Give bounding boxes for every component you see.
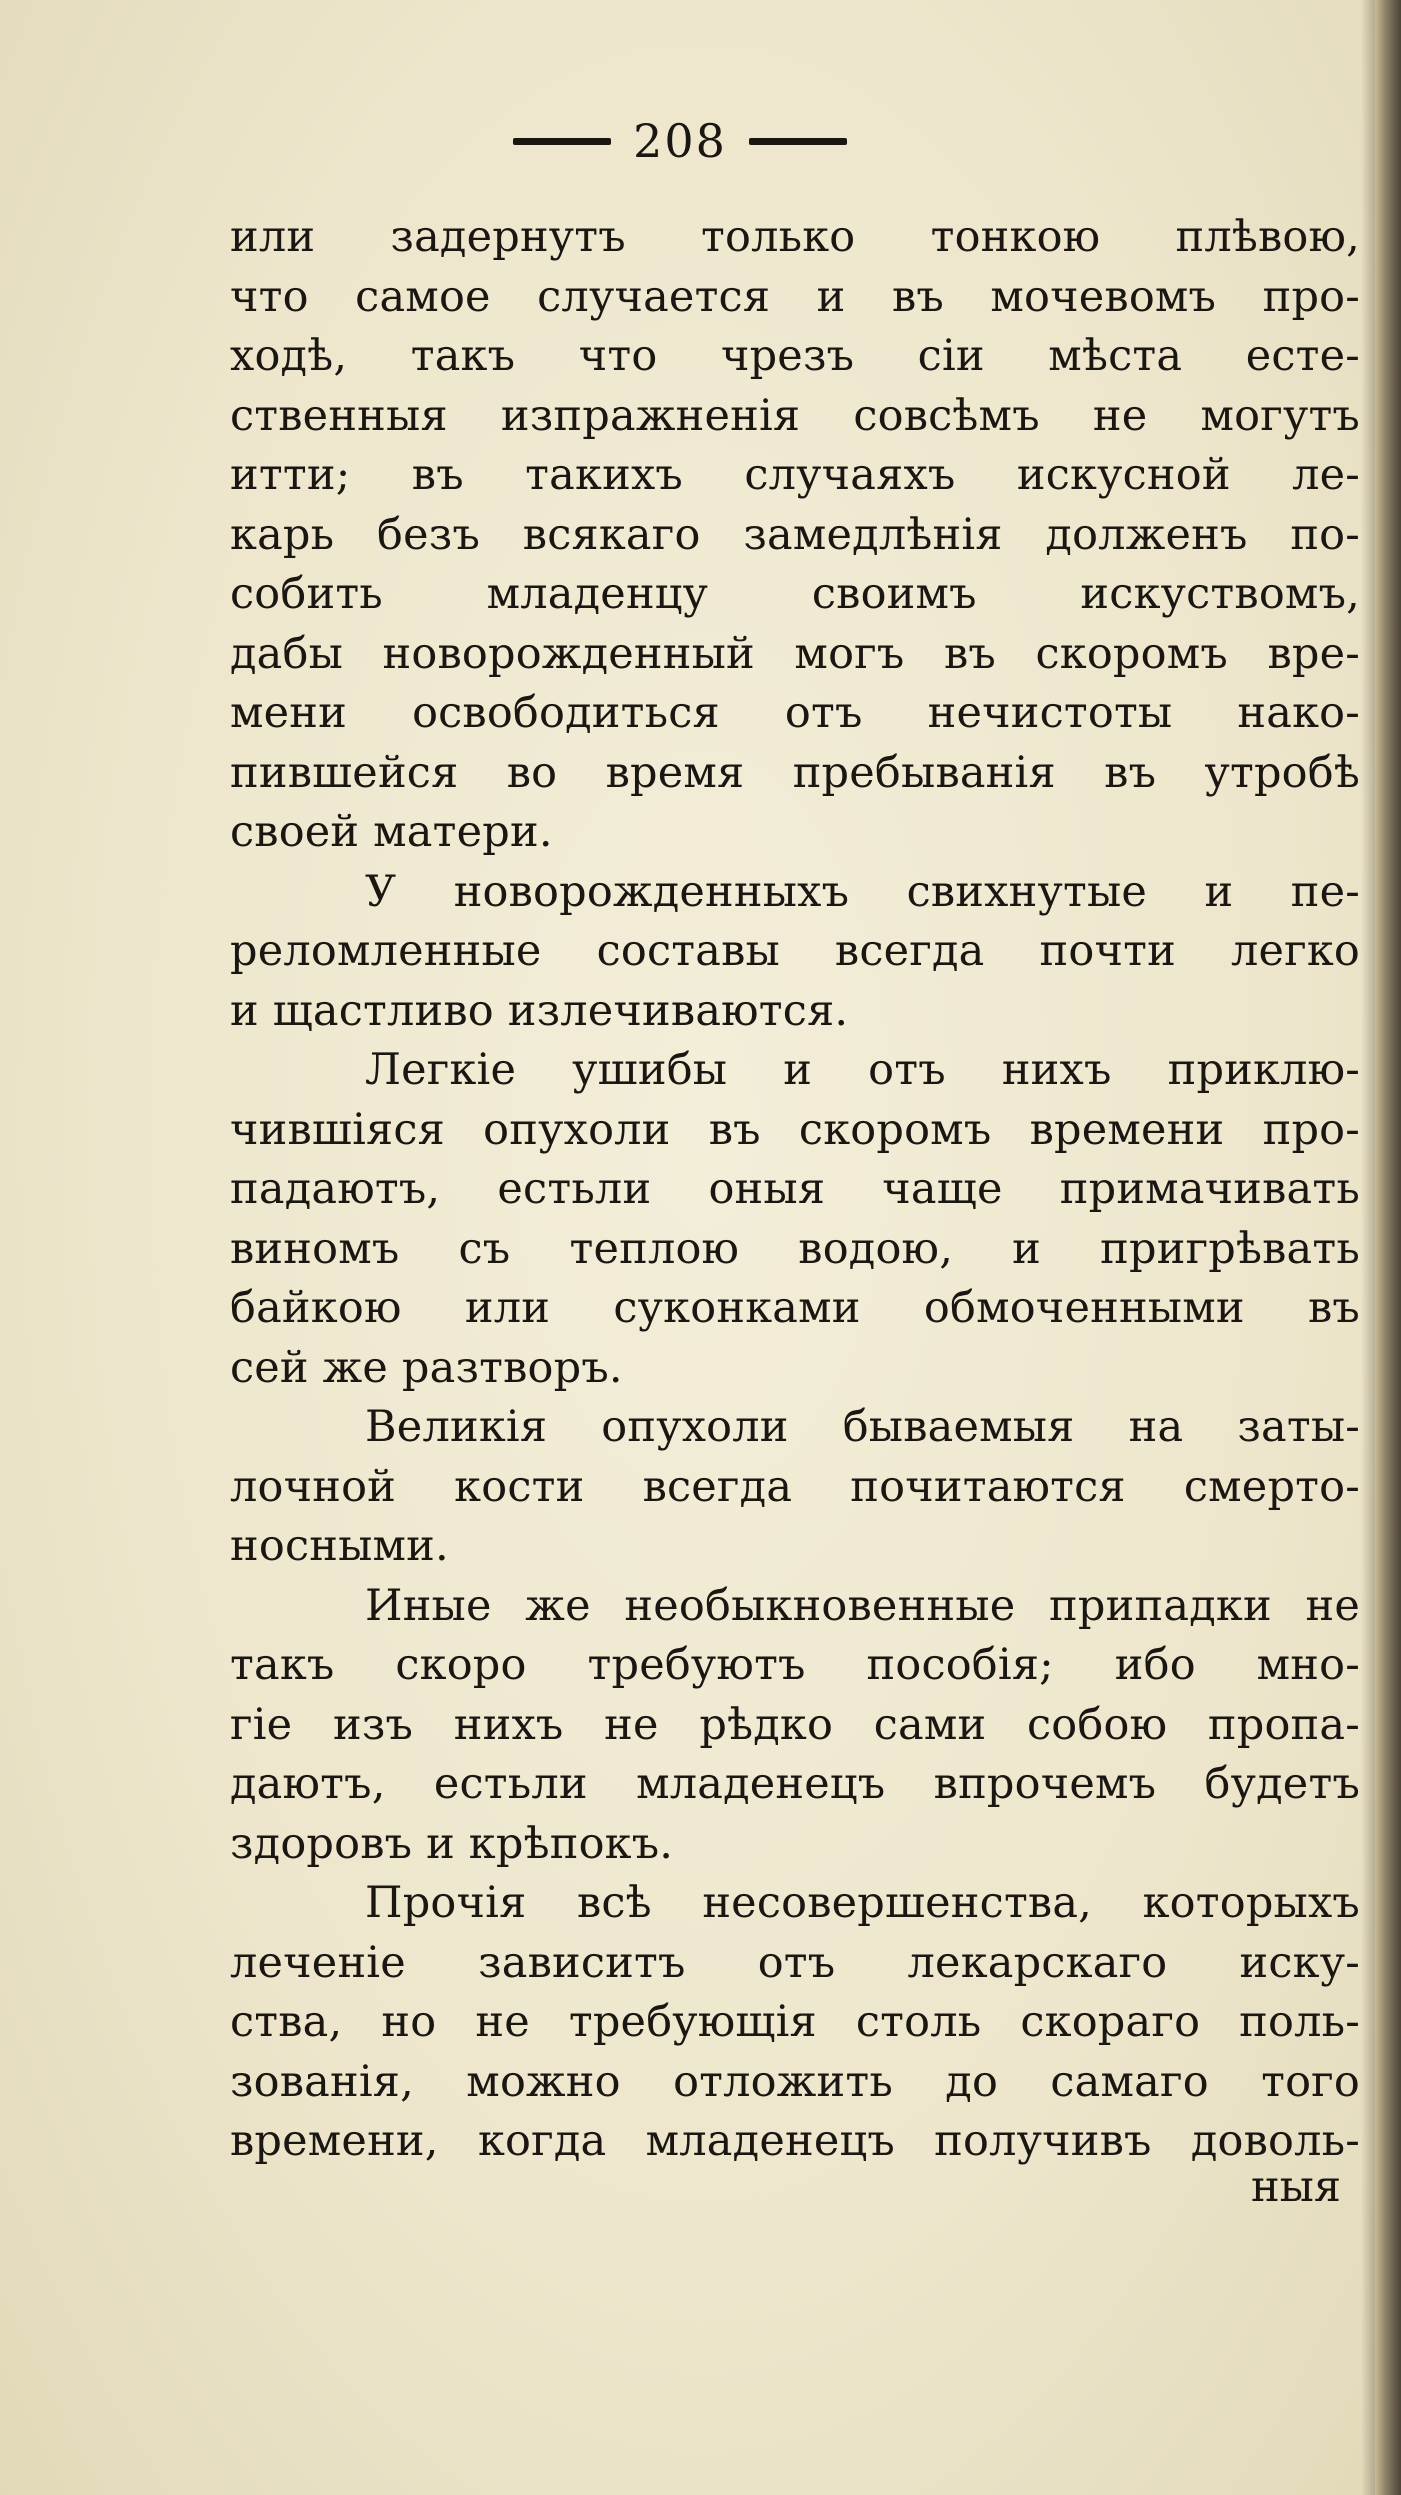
paragraph-first-line: Легкіе ушибы и отъ нихъ приклю- <box>365 1045 1360 1095</box>
text-line: ства, но не требующія столь скораго поль- <box>230 1997 1360 2047</box>
text-line: или задернутъ только тонкою плѣвою, <box>230 212 1360 262</box>
page-edge <box>1375 0 1401 2495</box>
text-line: пившейся во время пребыванія въ утробѣ <box>230 747 1360 798</box>
text-line: что самое случается и въ мочевомъ про- <box>230 271 1360 322</box>
paragraph-first-line: У новорожденныхъ свихнутые и пе- <box>365 866 1360 917</box>
page-edge-shadow <box>1361 0 1375 2495</box>
text-line: падаютъ, естьли оныя чаще примачивать <box>230 1164 1360 1214</box>
text-line: байкою или суконками обмоченными въ <box>230 1283 1360 1333</box>
paragraph-end-line: здоровъ и крѣпокъ. <box>230 1818 674 1869</box>
text-line: лочной кости всегда почитаются смерто- <box>230 1461 1360 1512</box>
text-line: карь безъ всякаго замедлѣнія долженъ по- <box>230 509 1360 560</box>
paragraph-end-line: своей матери. <box>230 807 553 857</box>
header-dash-left <box>513 138 611 145</box>
text-line: гіе изъ нихъ не рѣдко сами собою пропа- <box>230 1699 1360 1750</box>
text-line: такъ скоро требуютъ пособія; ибо мно- <box>230 1640 1360 1690</box>
paragraph-first-line: Иные же необыкновенные припадки не <box>365 1580 1360 1631</box>
text-line: собить младенцу своимъ искуствомъ, <box>230 569 1360 619</box>
text-line: чившіяся опухоли въ скоромъ времени про- <box>230 1104 1360 1155</box>
text-line: ходѣ, такъ что чрезъ сіи мѣста есте- <box>230 331 1360 381</box>
text-line: зованія, можно отложить до самаго того <box>230 2056 1360 2107</box>
paragraph-end-line: носными. <box>230 1521 449 1571</box>
text-line: дабы новорожденный могъ въ скоромъ вре- <box>230 628 1360 679</box>
text-line: леченіе зависитъ отъ лекарскаго иску- <box>230 1937 1360 1988</box>
header-dash-right <box>749 138 847 145</box>
catchword: ныя <box>1250 2162 1341 2212</box>
paragraph-first-line: Прочія всѣ несовершенства, которыхъ <box>365 1878 1360 1928</box>
text-line: итти; въ такихъ случаяхъ искусной ле- <box>230 450 1360 500</box>
text-line: времени, когда младенецъ получивъ доволь- <box>230 2116 1360 2166</box>
text-line: мени освободиться отъ нечистоты нако- <box>230 688 1360 738</box>
page-number: 208 <box>633 114 727 168</box>
body-text <box>230 208 1360 2172</box>
paragraph-end-line: сей же разтворъ. <box>230 1342 623 1393</box>
paragraph-end-line: и щастливо излечиваются. <box>230 985 849 1036</box>
text-line: реломленные составы всегда почти легко <box>230 926 1360 976</box>
page-header <box>0 114 1360 168</box>
text-line: виномъ съ теплою водою, и пригрѣвать <box>230 1223 1360 1274</box>
paragraph-first-line: Великія опухоли бываемыя на заты- <box>365 1402 1360 1452</box>
text-line: даютъ, естьли младенецъ впрочемъ будетъ <box>230 1759 1360 1809</box>
text-line: ственныя изпражненія совсѣмъ не могутъ <box>230 390 1360 441</box>
